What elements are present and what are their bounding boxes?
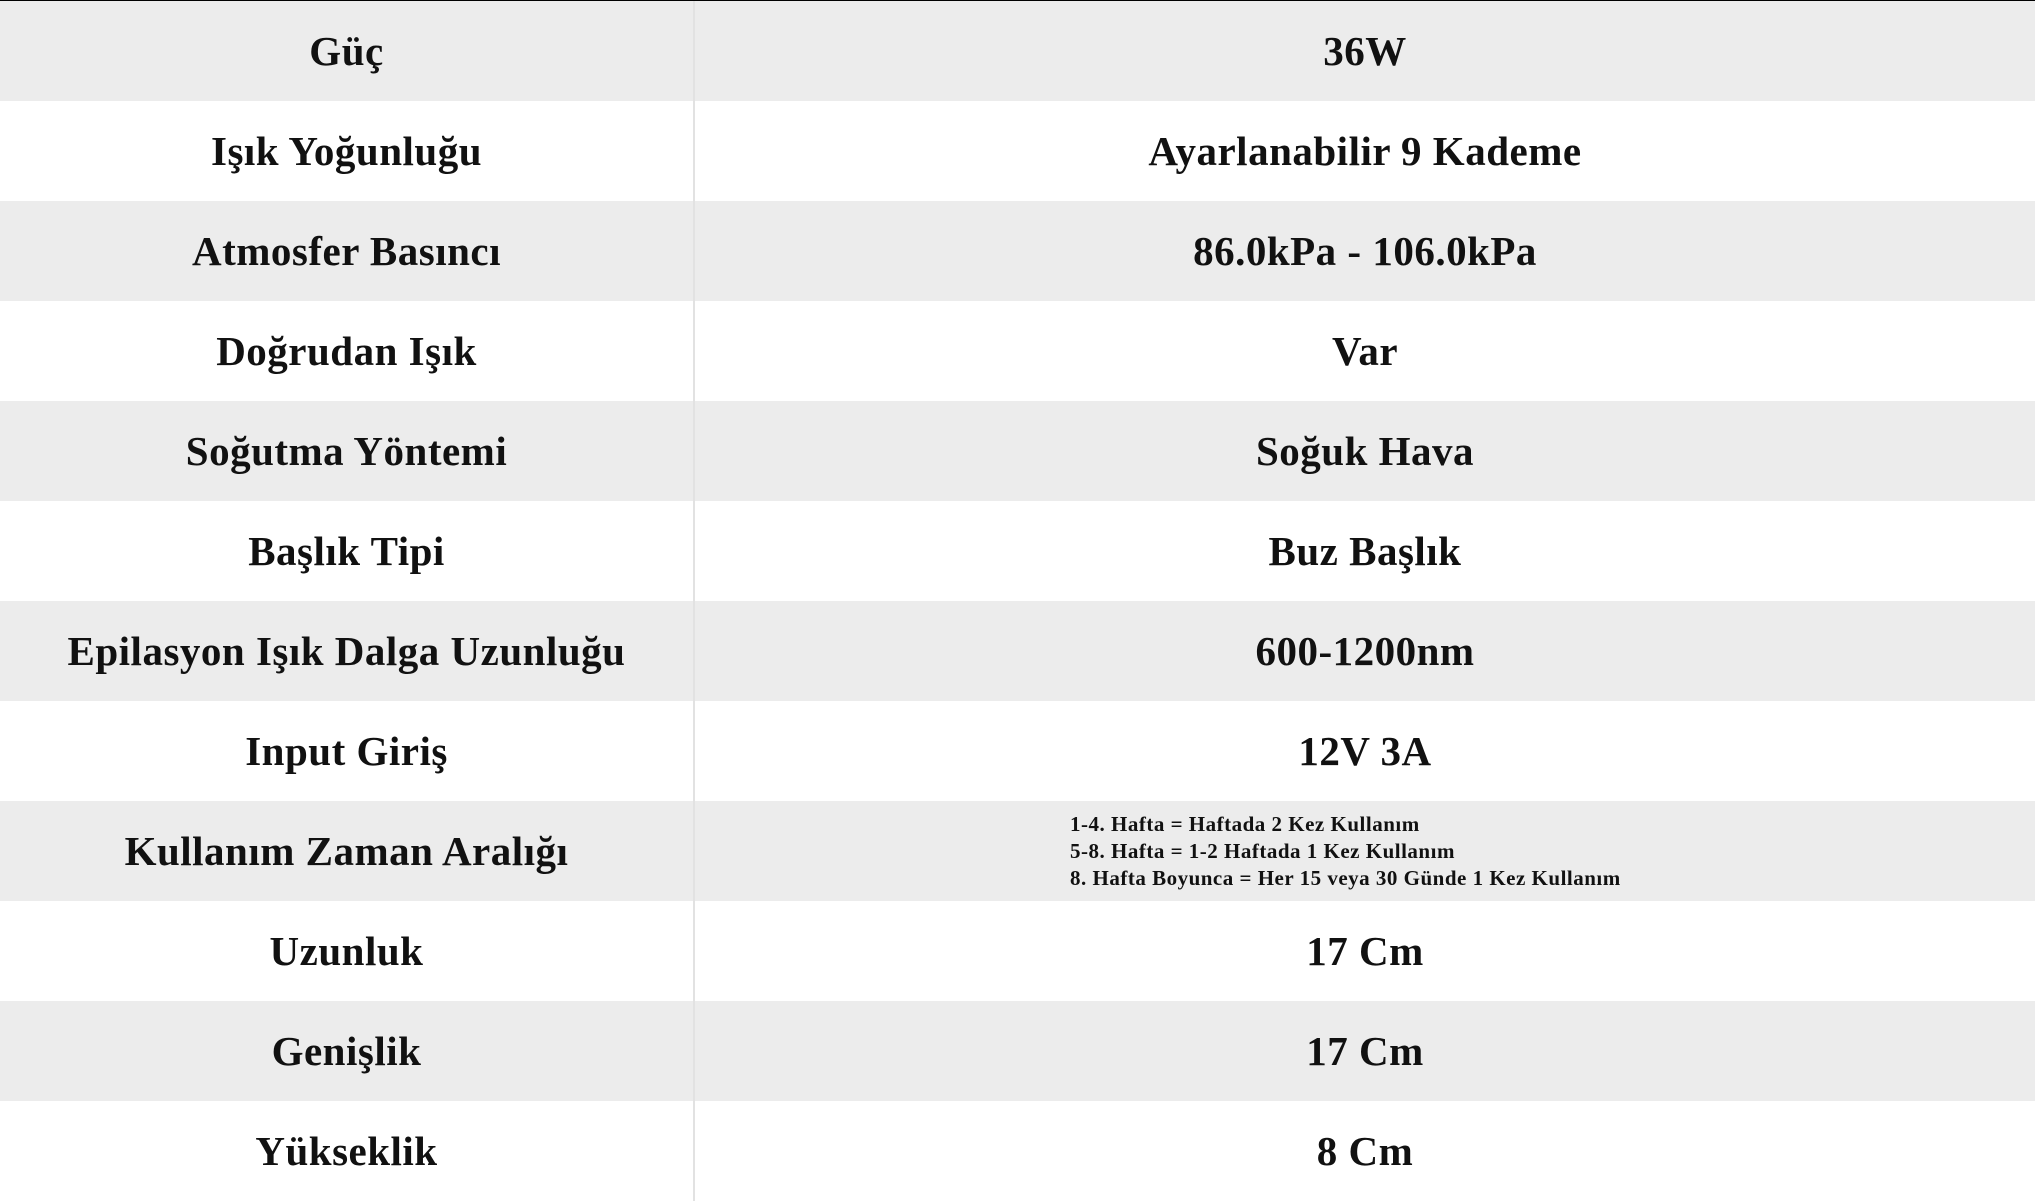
spec-row-height: [0, 1101, 2035, 1201]
spec-label: Doğrudan Işık: [0, 301, 695, 401]
spec-row-cooling-method: [0, 401, 2035, 501]
spec-row-width: [0, 1001, 2035, 1101]
spec-value: 12V 3A: [1298, 728, 1432, 774]
spec-label: Genişlik: [0, 1001, 695, 1101]
spec-value: 17 Cm: [1306, 928, 1424, 974]
spec-label: Uzunluk: [0, 901, 695, 1001]
spec-row-power: [0, 1, 2035, 101]
spec-value: Soğuk Hava: [1255, 428, 1475, 474]
spec-row-usage-interval: [0, 801, 2035, 901]
spec-value: Buz Başlık: [1268, 528, 1462, 574]
spec-label: Input Giriş: [0, 701, 695, 801]
spec-row-head-type: [0, 501, 2035, 601]
spec-value: 17 Cm: [1306, 1028, 1424, 1074]
spec-value: Var: [1331, 328, 1399, 374]
usage-line: 1-4. Hafta = Haftada 2 Kez Kullanım: [1070, 811, 1420, 836]
spec-row-atmospheric-pressure: [0, 201, 2035, 301]
spec-label: Kullanım Zaman Aralığı: [0, 801, 695, 901]
spec-label: Epilasyon Işık Dalga Uzunluğu: [0, 601, 695, 701]
usage-line: 8. Hafta Boyunca = Her 15 veya 30 Günde 1 Kez Kullanım: [1070, 865, 1621, 890]
spec-value: [695, 801, 2035, 901]
usage-line: 5-8. Hafta = 1-2 Haftada 1 Kez Kullanım: [1070, 838, 1455, 863]
spec-row-direct-light: [0, 301, 2035, 401]
spec-row-wavelength: [0, 601, 2035, 701]
usage-schedule: [1070, 811, 1621, 892]
spec-label: Başlık Tipi: [0, 501, 695, 601]
spec-label: Atmosfer Basıncı: [0, 201, 695, 301]
spec-value: 86.0kPa - 106.0kPa: [1193, 228, 1537, 274]
spec-row-light-intensity: [0, 101, 2035, 201]
spec-row-length: [0, 901, 2035, 1001]
spec-value: 8 Cm: [1316, 1128, 1414, 1174]
spec-label: Işık Yoğunluğu: [0, 101, 695, 201]
spec-label: Yükseklik: [0, 1101, 695, 1201]
spec-label: Soğutma Yöntemi: [0, 401, 695, 501]
spec-label: Güç: [0, 1, 695, 101]
spec-value: Ayarlanabilir 9 Kademe: [1148, 128, 1582, 174]
spec-row-input: [0, 701, 2035, 801]
spec-value: 36W: [1323, 28, 1407, 74]
spec-value: 600-1200nm: [1255, 628, 1475, 674]
